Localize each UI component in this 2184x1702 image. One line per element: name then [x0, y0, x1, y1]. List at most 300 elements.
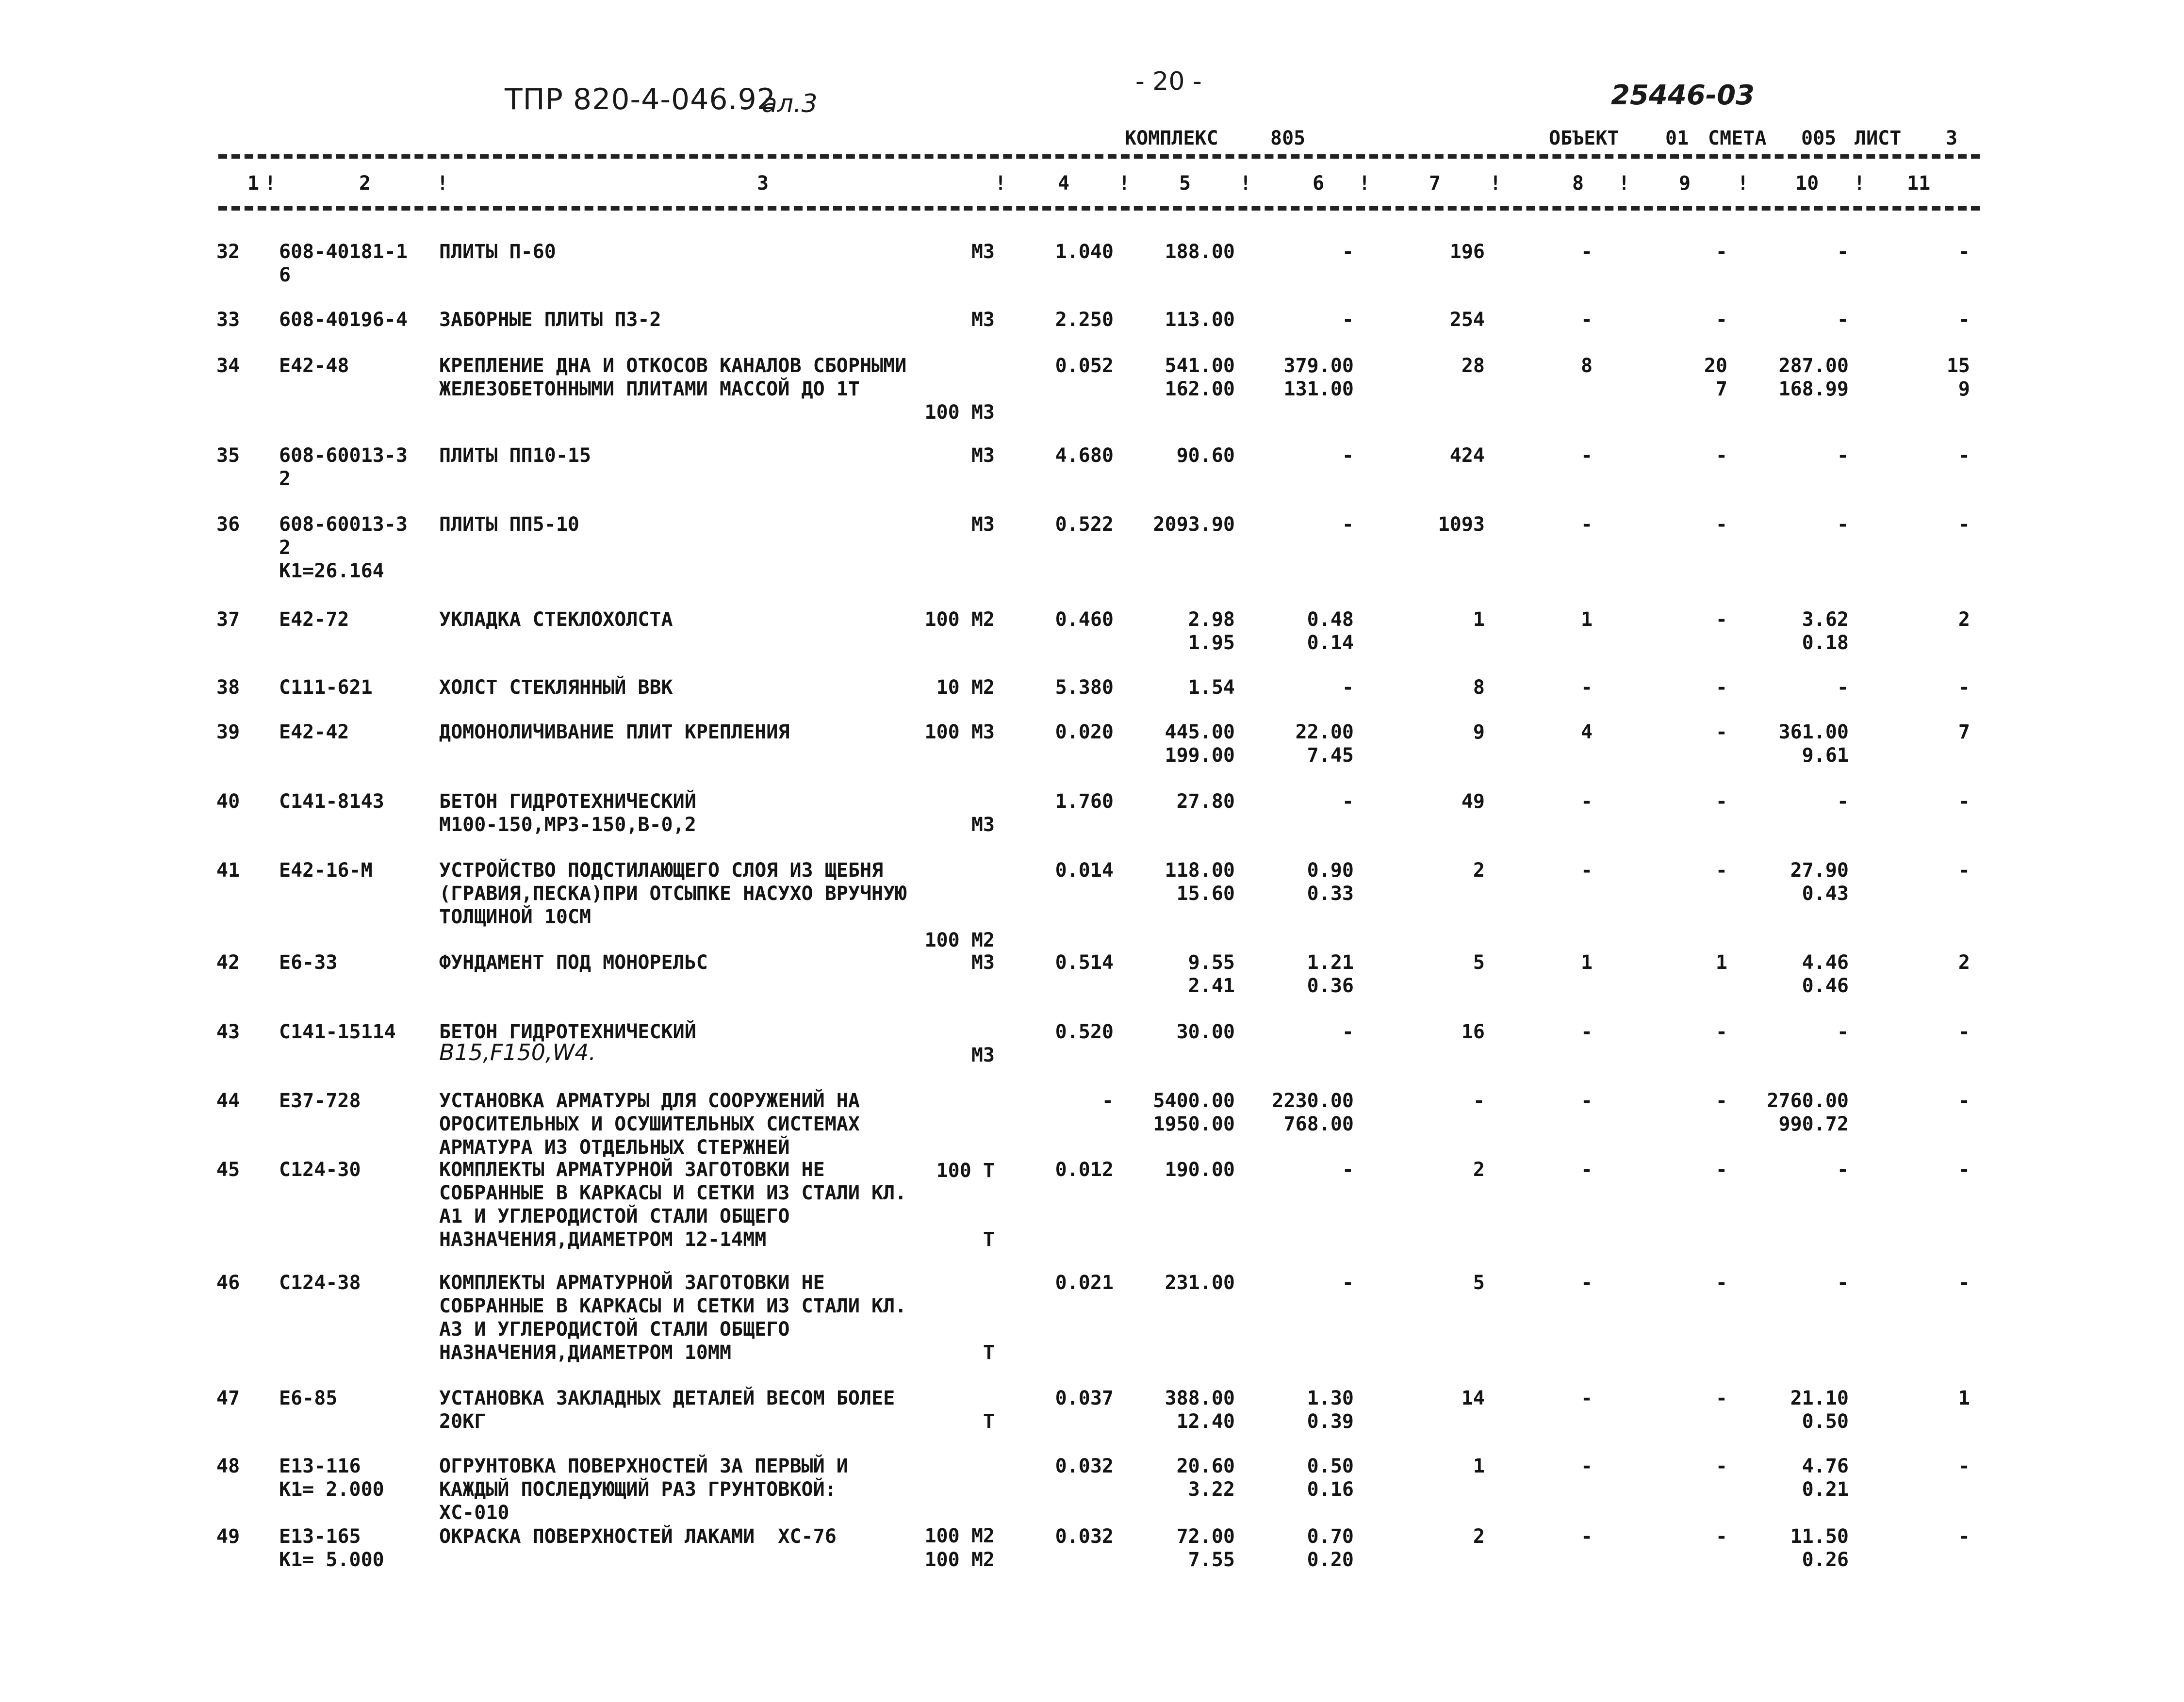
- row-unit-cost: 188.00: [1165, 241, 1235, 263]
- row-number: 41: [216, 859, 240, 882]
- row-quantity: 1.040: [1055, 241, 1114, 263]
- row-unit: 100 Т: [936, 1160, 995, 1182]
- object-label: ОБЪЕКТ: [1549, 127, 1619, 149]
- row-machine-wages: -: [1715, 1021, 1727, 1043]
- row-total-cost: 424: [1449, 444, 1485, 467]
- row-machine-wages: -: [1715, 1455, 1727, 1477]
- row-labour: 21.10: [1790, 1387, 1849, 1409]
- row-labour: -: [1837, 1021, 1849, 1043]
- row-machine-cost: 379.00: [1283, 355, 1354, 377]
- row-unit-cost: 113.00: [1165, 309, 1235, 331]
- row-total-cost: 2: [1473, 1159, 1485, 1181]
- row-wages: 1: [1580, 951, 1593, 974]
- row-quantity: -: [1101, 1090, 1114, 1112]
- row-quantity: 0.020: [1055, 721, 1114, 743]
- row-quantity: 0.522: [1055, 513, 1114, 536]
- row-unit: 100 М3: [924, 401, 995, 424]
- sheet-label: ЛИСТ: [1855, 127, 1902, 149]
- row-labour-machine: -: [1958, 309, 1970, 331]
- row-total-cost: 5: [1473, 1272, 1485, 1294]
- row-machine-cost: -: [1342, 1021, 1354, 1043]
- row-code: Е13-165: [279, 1525, 361, 1548]
- row-labour: -: [1837, 676, 1849, 699]
- row-code: Е37-728: [279, 1090, 361, 1112]
- row-description: ПЛИТЫ П-60: [439, 241, 556, 263]
- row-unit: 100 М2: [924, 1525, 995, 1547]
- row-machine-cost: -: [1342, 1272, 1354, 1294]
- row-machine-wages: -: [1715, 676, 1727, 699]
- row-quantity: 0.514: [1055, 951, 1114, 974]
- column-separator: !: [1359, 172, 1371, 195]
- row-machine-cost: -: [1342, 513, 1354, 536]
- row-labour: 0.26: [1802, 1549, 1849, 1571]
- row-code: С111-621: [279, 676, 373, 699]
- row-labour-machine: -: [1958, 444, 1970, 467]
- row-description: АРМАТУРА ИЗ ОТДЕЛЬНЫХ СТЕРЖНЕЙ: [439, 1136, 790, 1159]
- row-machine-cost: 0.14: [1307, 632, 1354, 654]
- row-description: ЖЕЛЕЗОБЕТОННЫМИ ПЛИТАМИ МАССОЙ ДО 1Т: [439, 378, 860, 400]
- row-unit: Т: [983, 1228, 995, 1251]
- row-quantity: 0.520: [1055, 1021, 1114, 1043]
- row-code: 608-60013-3: [279, 513, 408, 536]
- row-number: 40: [216, 790, 240, 813]
- row-machine-cost: 768.00: [1283, 1113, 1354, 1135]
- row-total-cost: 16: [1461, 1021, 1485, 1043]
- row-code: Е42-48: [279, 355, 349, 377]
- column-number-9: 9: [1679, 172, 1691, 195]
- row-description: ОКРАСКА ПОВЕРХНОСТЕЙ ЛАКАМИ ХС-76: [439, 1525, 837, 1548]
- row-machine-cost: 0.16: [1307, 1478, 1354, 1501]
- row-code: К1=26.164: [279, 560, 384, 582]
- row-quantity: 4.680: [1055, 444, 1114, 467]
- column-number-6: 6: [1313, 172, 1325, 195]
- row-number: 43: [216, 1021, 240, 1043]
- column-number-1: 1: [247, 172, 260, 195]
- header-bottom-rule: [218, 206, 1980, 211]
- row-machine-cost: 0.20: [1307, 1549, 1354, 1571]
- row-code: Е13-116: [279, 1455, 361, 1477]
- row-machine-cost: -: [1342, 309, 1354, 331]
- row-description: ОГРУНТОВКА ПОВЕРХНОСТЕЙ ЗА ПЕРВЫЙ И: [439, 1455, 848, 1477]
- row-description: М100-150,МРЗ-150,В-0,2: [439, 814, 696, 836]
- row-total-cost: 1: [1473, 1455, 1485, 1477]
- row-unit-cost: 30.00: [1176, 1021, 1235, 1043]
- row-labour: -: [1837, 241, 1849, 263]
- row-total-cost: -: [1473, 1090, 1485, 1112]
- row-unit-cost: 199.00: [1165, 744, 1235, 767]
- column-separator: !: [1240, 172, 1252, 195]
- row-wages: -: [1580, 1272, 1593, 1294]
- row-unit: 10 М2: [936, 676, 995, 699]
- row-unit-cost: 541.00: [1165, 355, 1235, 377]
- row-number: 38: [216, 676, 240, 699]
- row-description: 20КГ: [439, 1410, 486, 1433]
- row-description: ЗАБОРНЫЕ ПЛИТЫ ПЗ-2: [439, 309, 661, 331]
- row-labour: 287.00: [1778, 355, 1849, 377]
- row-number: 39: [216, 721, 240, 743]
- row-labour-machine: -: [1958, 241, 1970, 263]
- row-code: 608-60013-3: [279, 444, 408, 467]
- row-code: 6: [279, 264, 291, 286]
- row-machine-cost: 2230.00: [1272, 1090, 1354, 1112]
- column-number-2: 2: [359, 172, 371, 195]
- row-description: СОБРАННЫЕ В КАРКАСЫ И СЕТКИ ИЗ СТАЛИ КЛ.: [439, 1295, 907, 1317]
- row-unit-cost: 2093.90: [1153, 513, 1235, 536]
- row-total-cost: 8: [1473, 676, 1485, 699]
- row-unit: М3: [971, 241, 995, 263]
- row-number: 35: [216, 444, 240, 467]
- row-number: 33: [216, 309, 240, 331]
- row-labour: 168.99: [1778, 378, 1849, 400]
- row-wages: -: [1580, 1455, 1593, 1477]
- row-wages: -: [1580, 859, 1593, 882]
- row-machine-cost: 0.48: [1307, 608, 1354, 631]
- row-machine-wages: -: [1715, 859, 1727, 882]
- row-total-cost: 5: [1473, 951, 1485, 974]
- row-description: ДОМОНОЛИЧИВАНИЕ ПЛИТ КРЕПЛЕНИЯ: [439, 721, 790, 743]
- row-unit: М3: [971, 309, 995, 331]
- row-machine-cost: -: [1342, 241, 1354, 263]
- row-labour: -: [1837, 1159, 1849, 1181]
- row-description: КОМПЛЕКТЫ АРМАТУРНОЙ ЗАГОТОВКИ НЕ: [439, 1272, 825, 1294]
- row-number: 48: [216, 1455, 240, 1477]
- row-description: ФУНДАМЕНТ ПОД МОНОРЕЛЬС: [439, 951, 708, 974]
- row-wages: -: [1580, 241, 1593, 263]
- column-separator: !: [1490, 172, 1502, 195]
- row-wages: -: [1580, 309, 1593, 331]
- estimate-label: СМЕТА: [1708, 127, 1767, 149]
- document-annotation: ал.3: [762, 89, 818, 118]
- row-description: ТОЛЩИНОЙ 10СМ: [439, 906, 591, 928]
- row-number: 47: [216, 1387, 240, 1409]
- row-machine-wages: 7: [1715, 378, 1727, 400]
- row-labour: 2760.00: [1767, 1090, 1849, 1112]
- row-description: БЕТОН ГИДРОТЕХНИЧЕСКИЙ: [439, 790, 696, 813]
- header-top-rule: [218, 154, 1980, 159]
- column-separator: !: [1854, 172, 1866, 195]
- row-description: ПЛИТЫ ПП10-15: [439, 444, 591, 467]
- row-quantity: 0.014: [1055, 859, 1114, 882]
- row-description: УСТАНОВКА АРМАТУРЫ ДЛЯ СООРУЖЕНИЙ НА: [439, 1090, 860, 1112]
- row-total-cost: 9: [1473, 721, 1485, 743]
- row-description: А1 И УГЛЕРОДИСТОЙ СТАЛИ ОБЩЕГО: [439, 1205, 790, 1227]
- row-unit-cost: 5400.00: [1153, 1090, 1235, 1112]
- row-machine-wages: -: [1715, 513, 1727, 536]
- row-labour: 4.76: [1802, 1455, 1849, 1477]
- complex-number: 805: [1270, 127, 1306, 149]
- row-machine-wages: -: [1715, 721, 1727, 743]
- row-quantity: 1.760: [1055, 790, 1114, 813]
- row-machine-cost: 1.30: [1307, 1387, 1354, 1409]
- row-labour-machine: -: [1958, 1090, 1970, 1112]
- row-machine-wages: -: [1715, 790, 1727, 813]
- row-description: ХОЛСТ СТЕКЛЯННЫЙ ВВК: [439, 676, 673, 699]
- row-description: КОМПЛЕКТЫ АРМАТУРНОЙ ЗАГОТОВКИ НЕ: [439, 1159, 825, 1181]
- row-machine-cost: -: [1342, 790, 1354, 813]
- row-description: (ГРАВИЯ,ПЕСКА)ПРИ ОТСЫПКЕ НАСУХО ВРУЧНУЮ: [439, 883, 907, 905]
- object-number: 01: [1665, 127, 1689, 149]
- row-labour: 361.00: [1778, 721, 1849, 743]
- row-wages: 1: [1580, 608, 1593, 631]
- row-labour: -: [1837, 513, 1849, 536]
- row-total-cost: 196: [1449, 241, 1485, 263]
- row-unit-cost: 90.60: [1176, 444, 1235, 467]
- row-unit-cost: 1950.00: [1153, 1113, 1235, 1135]
- row-quantity: 0.021: [1055, 1272, 1114, 1294]
- row-description: ХС-010: [439, 1502, 509, 1524]
- column-separator: !: [1737, 172, 1749, 195]
- row-unit: 100 М2: [924, 608, 995, 631]
- row-labour: -: [1837, 309, 1849, 331]
- row-description: УКЛАДКА СТЕКЛОХОЛСТА: [439, 608, 673, 631]
- column-separator: !: [1118, 172, 1131, 195]
- row-labour-machine: -: [1958, 790, 1970, 813]
- row-wages: -: [1580, 1021, 1593, 1043]
- row-description: А3 И УГЛЕРОДИСТОЙ СТАЛИ ОБЩЕГО: [439, 1318, 790, 1341]
- column-separator: !: [995, 172, 1007, 195]
- row-quantity: 0.032: [1055, 1525, 1114, 1548]
- row-unit-cost: 118.00: [1165, 859, 1235, 882]
- row-quantity: 0.012: [1055, 1159, 1114, 1181]
- row-quantity: 0.032: [1055, 1455, 1114, 1477]
- row-total-cost: 49: [1461, 790, 1485, 813]
- row-description: СОБРАННЫЕ В КАРКАСЫ И СЕТКИ ИЗ СТАЛИ КЛ.: [439, 1182, 907, 1204]
- row-wages: -: [1580, 1159, 1593, 1181]
- row-quantity: 2.250: [1055, 309, 1114, 331]
- row-unit: М3: [971, 513, 995, 536]
- row-unit-cost: 388.00: [1165, 1387, 1235, 1409]
- row-code: Е42-16-М: [279, 859, 373, 882]
- row-description: УСТРОЙСТВО ПОДСТИЛАЮЩЕГО СЛОЯ ИЗ ЩЕБНЯ: [439, 859, 884, 882]
- column-number-8: 8: [1572, 172, 1584, 195]
- column-number-4: 4: [1058, 172, 1070, 195]
- row-description: БЕТОН ГИДРОТЕХНИЧЕСКИЙ: [439, 1021, 696, 1043]
- document-reference: ТПР 820-4-046.92: [505, 82, 776, 116]
- row-labour: 27.90: [1790, 859, 1849, 882]
- row-description: ОРОСИТЕЛЬНЫХ И ОСУШИТЕЛЬНЫХ СИСТЕМАХ: [439, 1113, 860, 1135]
- row-machine-cost: 131.00: [1283, 378, 1354, 400]
- row-description: КАЖДЫЙ ПОСЛЕДУЮЩИЙ РАЗ ГРУНТОВКОЙ:: [439, 1478, 837, 1501]
- row-labour: 0.18: [1802, 632, 1849, 654]
- row-unit-cost: 12.40: [1176, 1410, 1235, 1433]
- row-machine-cost: -: [1342, 676, 1354, 699]
- row-machine-wages: -: [1715, 444, 1727, 467]
- row-total-cost: 2: [1473, 1525, 1485, 1548]
- row-machine-wages: -: [1715, 1272, 1727, 1294]
- row-unit: 100 М2: [924, 929, 995, 951]
- row-code: 2: [279, 468, 291, 490]
- row-labour: 0.43: [1802, 883, 1849, 905]
- row-unit: 100 М2: [924, 1549, 995, 1571]
- row-labour-machine: 1: [1958, 1387, 1970, 1409]
- estimate-number: 005: [1801, 127, 1837, 149]
- page-number: - 20 -: [1135, 67, 1202, 96]
- row-number: 37: [216, 608, 240, 631]
- row-labour-machine: -: [1958, 676, 1970, 699]
- row-code: Е42-72: [279, 608, 349, 631]
- row-number: 32: [216, 241, 240, 263]
- row-labour: 4.46: [1802, 951, 1849, 974]
- row-number: 45: [216, 1159, 240, 1181]
- row-unit-cost: 9.55: [1188, 951, 1235, 974]
- row-machine-wages: -: [1715, 1525, 1727, 1548]
- row-total-cost: 1093: [1438, 513, 1485, 536]
- row-machine-wages: -: [1715, 241, 1727, 263]
- row-machine-cost: -: [1342, 444, 1354, 467]
- row-machine-wages: -: [1715, 608, 1727, 631]
- row-unit-cost: 1.54: [1188, 676, 1235, 699]
- row-quantity: 0.052: [1055, 355, 1114, 377]
- row-code: 608-40196-4: [279, 309, 408, 331]
- row-unit-cost: 445.00: [1165, 721, 1235, 743]
- row-wages: -: [1580, 676, 1593, 699]
- row-wages: -: [1580, 444, 1593, 467]
- row-number: 49: [216, 1525, 240, 1548]
- row-code: С141-15114: [279, 1021, 396, 1043]
- row-code: С124-30: [279, 1159, 361, 1181]
- row-labour-machine: 7: [1958, 721, 1970, 743]
- row-labour: 990.72: [1778, 1113, 1849, 1135]
- row-labour-machine: -: [1958, 1455, 1970, 1477]
- row-quantity: 0.460: [1055, 608, 1114, 631]
- row-wages: 4: [1580, 721, 1593, 743]
- row-machine-wages: -: [1715, 1090, 1727, 1112]
- row-code: С141-8143: [279, 790, 384, 813]
- row-code: К1= 2.000: [279, 1478, 384, 1501]
- row-labour: -: [1837, 790, 1849, 813]
- row-unit-cost: 2.41: [1188, 975, 1235, 997]
- row-code: Е6-33: [279, 951, 338, 974]
- row-labour: -: [1837, 444, 1849, 467]
- row-machine-cost: 0.70: [1307, 1525, 1354, 1548]
- row-unit-cost: 162.00: [1165, 378, 1235, 400]
- row-number: 36: [216, 513, 240, 536]
- row-labour-machine: -: [1958, 513, 1970, 536]
- row-wages: -: [1580, 513, 1593, 536]
- row-labour-machine: 15: [1946, 355, 1970, 377]
- row-description: УСТАНОВКА ЗАКЛАДНЫХ ДЕТАЛЕЙ ВЕСОМ БОЛЕЕ: [439, 1387, 895, 1409]
- row-labour-machine: -: [1958, 1525, 1970, 1548]
- column-separator: !: [1618, 172, 1630, 195]
- row-code: 608-40181-1: [279, 241, 408, 263]
- row-total-cost: 14: [1461, 1387, 1485, 1409]
- row-labour-machine: -: [1958, 1272, 1970, 1294]
- row-unit-cost: 190.00: [1165, 1159, 1235, 1181]
- row-wages: 8: [1580, 355, 1593, 377]
- row-labour-machine: -: [1958, 1021, 1970, 1043]
- row-machine-cost: 0.50: [1307, 1455, 1354, 1477]
- row-unit: Т: [983, 1342, 995, 1364]
- row-machine-wages: -: [1715, 1159, 1727, 1181]
- row-code: С124-38: [279, 1272, 361, 1294]
- row-unit: М3: [971, 444, 995, 467]
- row-number: 44: [216, 1090, 240, 1112]
- row-unit: Т: [983, 1410, 995, 1433]
- row-machine-wages: 1: [1715, 951, 1727, 974]
- complex-label: КОМПЛЕКС: [1125, 127, 1218, 149]
- row-unit: М3: [971, 951, 995, 974]
- row-machine-cost: 0.33: [1307, 883, 1354, 905]
- row-labour: -: [1837, 1272, 1849, 1294]
- row-labour-machine: 2: [1958, 951, 1970, 974]
- row-description: НАЗНАЧЕНИЯ,ДИАМЕТРОМ 10ММ: [439, 1342, 732, 1364]
- row-unit-cost: 3.22: [1188, 1478, 1235, 1501]
- column-number-11: 11: [1907, 172, 1931, 195]
- row-labour: 0.21: [1802, 1478, 1849, 1501]
- row-total-cost: 28: [1461, 355, 1485, 377]
- row-description: КРЕПЛЕНИЕ ДНА И ОТКОСОВ КАНАЛОВ СБОРНЫМИ: [439, 355, 907, 377]
- row-number: 42: [216, 951, 240, 974]
- row-code: Е42-42: [279, 721, 349, 743]
- row-unit: М3: [971, 1044, 995, 1066]
- row-description: ПЛИТЫ ПП5-10: [439, 513, 579, 536]
- row-labour: 0.50: [1802, 1410, 1849, 1433]
- row-unit-cost: 72.00: [1176, 1525, 1235, 1548]
- row-labour-machine: 9: [1958, 378, 1970, 400]
- row-total-cost: 254: [1449, 309, 1485, 331]
- row-quantity: 0.037: [1055, 1387, 1114, 1409]
- row-machine-cost: 7.45: [1307, 744, 1354, 767]
- row-machine-cost: 0.39: [1307, 1410, 1354, 1433]
- row-labour-machine: -: [1958, 1159, 1970, 1181]
- row-number: 34: [216, 355, 240, 377]
- row-code: К1= 5.000: [279, 1549, 384, 1571]
- row-labour: 11.50: [1790, 1525, 1849, 1548]
- row-labour: 9.61: [1802, 744, 1849, 767]
- row-machine-cost: -: [1342, 1159, 1354, 1181]
- row-machine-cost: 22.00: [1295, 721, 1354, 743]
- row-labour: 3.62: [1802, 608, 1849, 631]
- row-unit-cost: 231.00: [1165, 1272, 1235, 1294]
- row-description: НАЗНАЧЕНИЯ,ДИАМЕТРОМ 12-14ММ: [439, 1228, 767, 1251]
- column-number-7: 7: [1429, 172, 1441, 195]
- row-machine-wages: 20: [1704, 355, 1727, 377]
- row-code: 2: [279, 537, 291, 559]
- row-machine-wages: -: [1715, 1387, 1727, 1409]
- row-machine-cost: 1.21: [1307, 951, 1354, 974]
- row-wages: -: [1580, 1387, 1593, 1409]
- column-separator: !: [264, 172, 277, 195]
- row-wages: -: [1580, 790, 1593, 813]
- document-code: 25446-03: [1611, 80, 1755, 111]
- row-description-handwritten: В15,F150,W4.: [439, 1039, 596, 1065]
- row-machine-cost: 0.90: [1307, 859, 1354, 882]
- row-code: Е6-85: [279, 1387, 338, 1409]
- row-unit: 100 М3: [924, 721, 995, 743]
- row-unit-cost: 1.95: [1188, 632, 1235, 654]
- row-wages: -: [1580, 1090, 1593, 1112]
- row-total-cost: 2: [1473, 859, 1485, 882]
- row-unit: М3: [971, 814, 995, 836]
- row-labour-machine: -: [1958, 859, 1970, 882]
- row-unit-cost: 2.98: [1188, 608, 1235, 631]
- row-wages: -: [1580, 1525, 1593, 1548]
- column-number-5: 5: [1179, 172, 1191, 195]
- sheet-number: 3: [1946, 127, 1958, 149]
- column-separator: !: [437, 172, 449, 195]
- row-total-cost: 1: [1473, 608, 1485, 631]
- row-unit-cost: 7.55: [1188, 1549, 1235, 1571]
- row-number: 46: [216, 1272, 240, 1294]
- row-labour-machine: 2: [1958, 608, 1970, 631]
- row-machine-cost: 0.36: [1307, 975, 1354, 997]
- row-unit-cost: 27.80: [1176, 790, 1235, 813]
- row-machine-wages: -: [1715, 309, 1727, 331]
- row-labour: 0.46: [1802, 975, 1849, 997]
- row-unit-cost: 15.60: [1176, 883, 1235, 905]
- row-quantity: 5.380: [1055, 676, 1114, 699]
- row-unit-cost: 20.60: [1176, 1455, 1235, 1477]
